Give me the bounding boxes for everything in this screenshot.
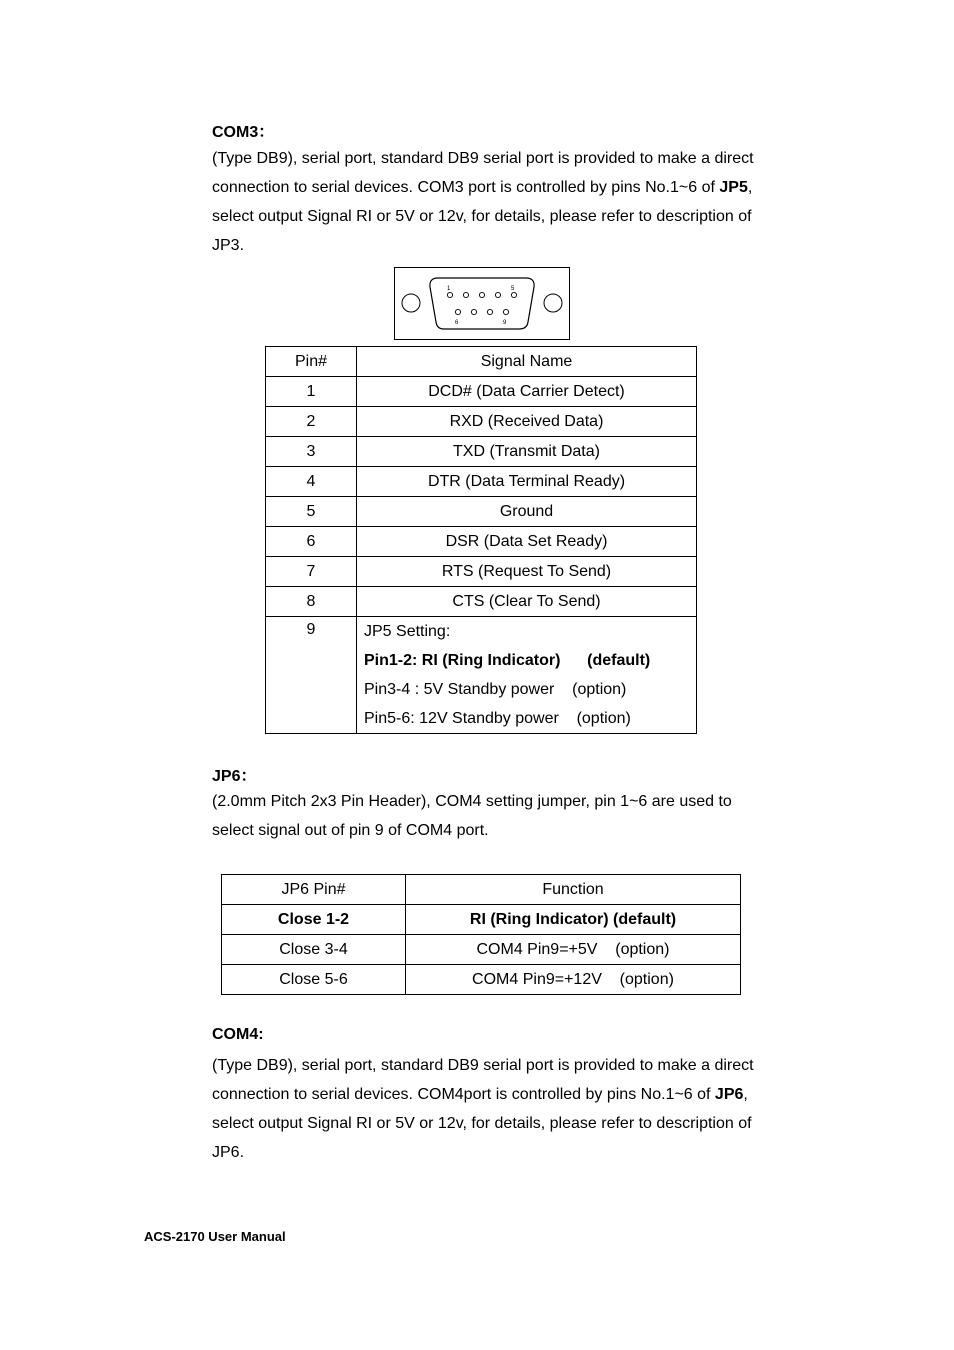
pin-cell: 5 [266, 497, 357, 527]
com4-line-2-text: connection to serial devices. COM4port is controlled by pins No.1~6 of [212, 1086, 715, 1103]
jp5-setting-5v: Pin3-4 : 5V Standby power (option) [364, 681, 627, 698]
signal-cell: RTS (Request To Send) [357, 557, 697, 587]
table-row [266, 587, 697, 617]
com4-line-3: select output Signal RI or 5V or 12v, for details, please refer to description of [212, 1115, 752, 1132]
table-row [222, 965, 741, 995]
header-function: Function [406, 875, 741, 905]
db9-connector-icon [394, 267, 571, 341]
table-row [266, 557, 697, 587]
jumper-cell: Close 1-2 [222, 905, 406, 935]
pin-cell: 9 [266, 617, 357, 734]
com3-line-2-end: , [747, 179, 753, 196]
jp5-setting-title: JP5 Setting: [364, 623, 451, 640]
pin-cell: 2 [266, 407, 357, 437]
jp6-line-2: select signal out of pin 9 of COM4 port. [212, 822, 489, 839]
signal-cell: DSR (Data Set Ready) [357, 527, 697, 557]
com3-description [212, 144, 817, 260]
connector-pin-label-9: 9 [503, 320, 507, 326]
com3-line-2 [212, 173, 817, 202]
pin-cell: 4 [266, 467, 357, 497]
pin-cell: 1 [266, 377, 357, 407]
com3-heading: COM3： [212, 124, 275, 141]
jumper-cell: Close 3-4 [222, 935, 406, 965]
table-row [266, 467, 697, 497]
pin-cell: 3 [266, 437, 357, 467]
table-header-row [266, 347, 697, 377]
connector-pin-label-1: 1 [447, 286, 451, 292]
table-row [266, 377, 697, 407]
com4-jp6-ref: JP6 [714, 1086, 744, 1103]
jp5-setting-default: Pin1-2: RI (Ring Indicator) (default) [364, 652, 651, 669]
signal-cell: DCD# (Data Carrier Detect) [357, 377, 697, 407]
com4-line-4: JP6. [212, 1144, 245, 1161]
signal-cell: RXD (Received Data) [357, 407, 697, 437]
jp6-line-1: (2.0mm Pitch 2x3 Pin Header), COM4 setting jumper, pin 1~6 are used to [212, 793, 732, 810]
com3-line-3: select output Signal RI or 5V or 12v, for details, please refer to description of [212, 208, 752, 225]
table-row [266, 437, 697, 467]
table-row-pin9 [266, 617, 697, 734]
table-row [222, 935, 741, 965]
pin-cell: 8 [266, 587, 357, 617]
com3-jp5-ref: JP5 [719, 179, 748, 196]
connector-pin-label-6: 6 [455, 320, 459, 326]
table-row [266, 407, 697, 437]
jp6-heading: JP6： [212, 768, 257, 785]
table-row [266, 527, 697, 557]
signal-cell: CTS (Clear To Send) [357, 587, 697, 617]
function-cell: COM4 Pin9=+12V (option) [406, 965, 741, 995]
jp5-setting-12v: Pin5-6: 12V Standby power (option) [364, 710, 631, 727]
com3-line-2-text: connection to serial devices. COM3 port is controlled by pins No.1~6 of [212, 179, 720, 196]
com3-pin-table [265, 346, 697, 734]
header-jp6-pin: JP6 Pin# [222, 875, 406, 905]
com3-line-4: JP3. [212, 237, 245, 254]
jp6-description [212, 787, 817, 845]
pin-cell: 7 [266, 557, 357, 587]
function-cell: RI (Ring Indicator) (default) [406, 905, 741, 935]
header-signal-name: Signal Name [357, 347, 697, 377]
footer-manual-title: ACS-2170 User Manual [144, 1229, 286, 1244]
table-row [222, 905, 741, 935]
header-pin: Pin# [266, 347, 357, 377]
com4-line-2-end: , [743, 1086, 748, 1103]
jp5-setting-cell [357, 617, 697, 734]
signal-cell: DTR (Data Terminal Ready) [357, 467, 697, 497]
com3-line-1: (Type DB9), serial port, standard DB9 serial port is provided to make a direct [212, 150, 754, 167]
signal-cell: TXD (Transmit Data) [357, 437, 697, 467]
jumper-cell: Close 5-6 [222, 965, 406, 995]
com4-description [212, 1051, 817, 1167]
com4-line-2 [212, 1080, 817, 1109]
function-cell: COM4 Pin9=+5V (option) [406, 935, 741, 965]
connector-pin-label-5: 5 [511, 286, 515, 292]
jp6-table [221, 874, 741, 995]
table-row [266, 497, 697, 527]
com4-heading: COM4: [212, 1026, 264, 1043]
com4-line-1: (Type DB9), serial port, standard DB9 serial port is provided to make a direct [212, 1057, 754, 1074]
pin-cell: 6 [266, 527, 357, 557]
table-header-row [222, 875, 741, 905]
signal-cell: Ground [357, 497, 697, 527]
